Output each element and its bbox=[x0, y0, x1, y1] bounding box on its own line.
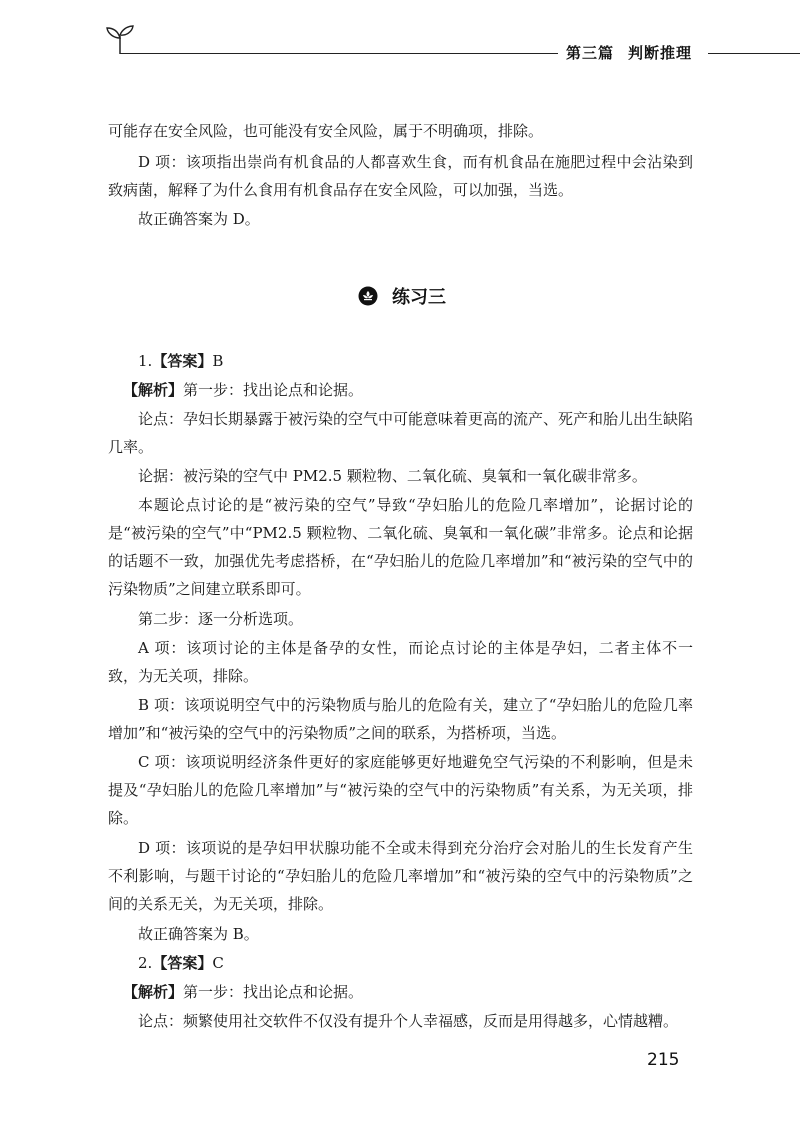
q1-number: 1. bbox=[138, 352, 153, 370]
section-heading bbox=[358, 280, 446, 312]
q2-step1: 第一步：找出论点和论据。 bbox=[183, 983, 364, 1001]
q1-answer: B bbox=[212, 352, 224, 370]
q2-answer: C bbox=[212, 954, 224, 972]
q1-option-c: C 项：该项说明经济条件更好的家庭能够更好地避免空气污染的不利影响，但是未提及“孕妇胎儿的危险几率增加”与“被污染的空气中的污染物质”有关系，为无关项，排除。 bbox=[108, 753, 693, 827]
header-rule-left bbox=[120, 53, 558, 54]
q1-option-b: B 项：该项说明空气中的污染物质与胎儿的危险有关，建立了“孕妇胎儿的危险几率增加”和“被污染的空气中的污染物质”之间的联系，为搭桥项，当选。 bbox=[108, 696, 693, 742]
answer-tag: 【答案】 bbox=[152, 352, 213, 370]
analysis-tag: 【解析】 bbox=[123, 983, 184, 1001]
flower-icon bbox=[358, 286, 378, 306]
header-chapter: 判断推理 bbox=[628, 44, 693, 62]
q1-option-a: A 项：该项讨论的主体是备孕的女性，而论点讨论的主体是孕妇，二者主体不一致，为无关项，排除。 bbox=[108, 639, 693, 685]
answer-tag: 【答案】 bbox=[152, 954, 213, 972]
q2-number: 2. bbox=[138, 954, 153, 972]
q1-conclusion: 故正确答案为 B。 bbox=[138, 925, 259, 943]
paragraph: D 项：该项指出崇尚有机食品的人都喜欢生食，而有机食品在施肥过程中会沾染到致病菌，解释了为什么食用有机食品存在安全风险，可以加强，当选。 bbox=[108, 153, 693, 199]
q1-step1: 第一步：找出论点和论据。 bbox=[183, 381, 364, 399]
page-number: 215 bbox=[647, 1050, 680, 1070]
q1-step2: 第二步：逐一分析选项。 bbox=[138, 610, 304, 628]
header-title bbox=[566, 42, 692, 63]
q1-answer-line bbox=[108, 347, 693, 375]
q2-thesis: 论点：频繁使用社交软件不仅没有提升个人幸福感，反而是用得越多，心情越糟。 bbox=[138, 1012, 679, 1030]
q2-analysis-line bbox=[108, 978, 693, 1006]
header-part: 第三篇 bbox=[566, 44, 615, 62]
page-header bbox=[0, 0, 800, 80]
q1-option-d: D 项：该项说的是孕妇甲状腺功能不全或未得到充分治疗会对胎儿的生长发育产生不利影响，与题干讨论的“孕妇胎儿的危险几率增加”和“被污染的空气中的污染物质”之间的关系无关，为无关项，排除。 bbox=[108, 839, 693, 913]
section-title: 练习三 bbox=[392, 287, 446, 308]
paragraph: 故正确答案为 D。 bbox=[138, 210, 260, 228]
q1-analysis-line bbox=[108, 376, 693, 404]
q1-thesis: 论点：孕妇长期暴露于被污染的空气中可能意味着更高的流产、死产和胎儿出生缺陷几率。 bbox=[108, 410, 694, 456]
header-rule-right bbox=[708, 53, 800, 54]
analysis-tag: 【解析】 bbox=[123, 381, 184, 399]
q1-evidence: 论据：被污染的空气中 PM2.5 颗粒物、二氧化硫、臭氧和一氧化碳非常多。 bbox=[138, 467, 647, 485]
q1-discussion: 本题论点讨论的是“被污染的空气”导致“孕妇胎儿的危险几率增加”，论据讨论的是“被污染的空气”中“PM2.5 颗粒物、二氧化硫、臭氧和一氧化碳”非常多。论点和论据的话题不一致，加强优先考虑搭桥，在“孕妇胎儿的危险几率增加”和“被污染的空气中的污染物质”之间建立联系即可。 bbox=[108, 496, 693, 598]
paragraph: 可能存在安全风险，也可能没有安全风险，属于不明确项，排除。 bbox=[108, 122, 544, 140]
sprout-icon bbox=[104, 22, 136, 56]
q2-answer-line bbox=[108, 949, 693, 977]
